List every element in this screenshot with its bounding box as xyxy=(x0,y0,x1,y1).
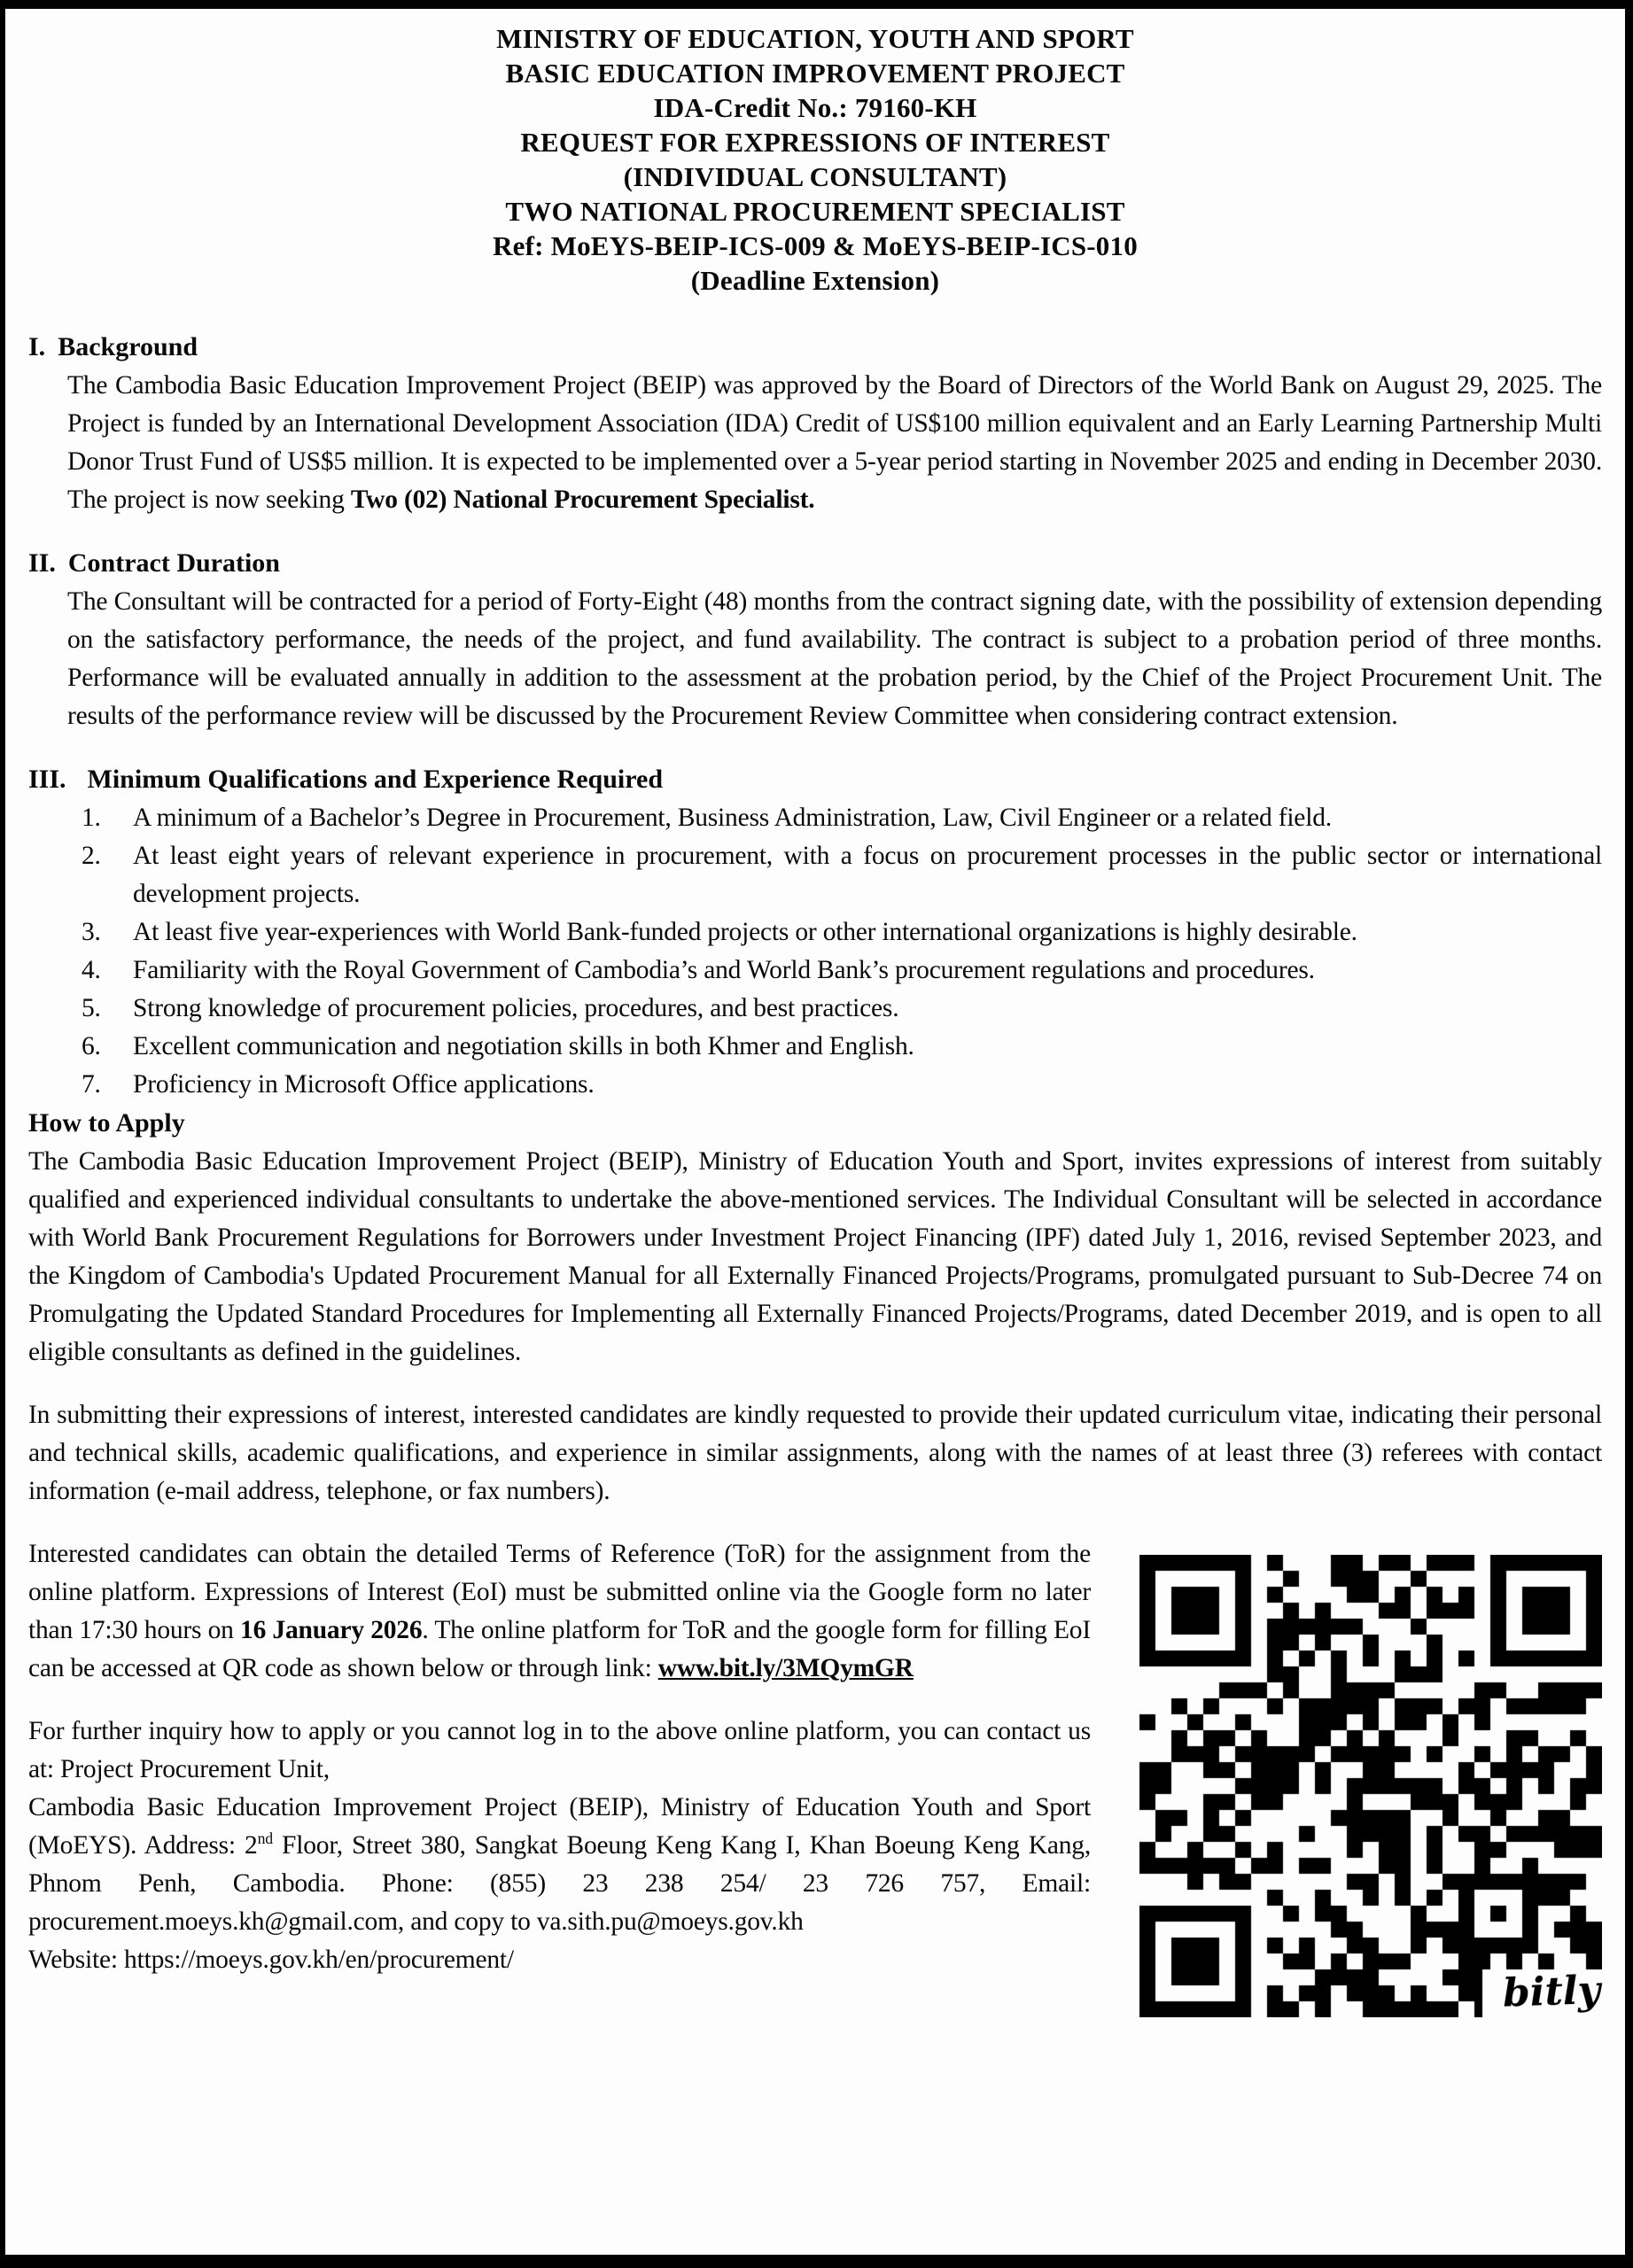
section-contract-body: The Consultant will be contracted for a period of Forty-Eight (48) months from the contract signing date, with the possibility of extension depending on the satisfactory performance, the needs of the project, and fund availability. The contract is subject to a probation period of three months. Performance will be evaluated annually in addition to the assessment at the probation period, by the Chief of the Project Procurement Unit. The results of the performance review will be discussed by the Procurement Review Committee when considering contract extension. xyxy=(67,587,1602,730)
submission-text: Interested candidates can obtain the detailed Terms of Reference (ToR) for the assignment from the online platform. Expressions of Interest (EoI) must be submitted online via the Google form no later than 17:30 hours on xyxy=(28,1540,1091,1644)
list-item-number: 3. xyxy=(82,918,101,946)
section-contract-heading xyxy=(28,544,1602,583)
contact-inquiry-line: For further inquiry how to apply or you cannot log in to the above online platform, you can contact us at: Project Procurement Unit, xyxy=(28,1717,1091,1783)
section-qualifications xyxy=(28,760,1602,1104)
header-ministry: MINISTRY OF EDUCATION, YOUTH AND SPORT xyxy=(496,23,1134,54)
qr-column xyxy=(1119,1535,1602,2017)
list-item-text: At least five year-experiences with World Bank-funded projects or other international organizations is highly desirable. xyxy=(133,918,1357,946)
spacer xyxy=(28,519,1602,544)
section-title: Minimum Qualifications and Experience Required xyxy=(87,765,663,794)
section-contract-duration xyxy=(28,544,1602,735)
section-background xyxy=(28,328,1602,519)
section-qualifications-heading xyxy=(28,760,1602,799)
contact-address-text: Cambodia Basic Education Improvement Project (BEIP), Ministry of Education Youth and Sport (MoEYS). Address: 2 xyxy=(28,1793,1091,1860)
submission-deadline: 16 January 2026 xyxy=(240,1616,423,1644)
header-project: BASIC EDUCATION IMPROVEMENT PROJECT xyxy=(505,58,1125,89)
list-item-text: Strong knowledge of procurement policies, procedures, and best practices. xyxy=(133,994,899,1022)
qr-code-canvas xyxy=(1139,1555,1602,2017)
contact-address-text: Floor, Street 380, Sangkat Boeung Keng Kang I, Khan Boeung Keng Kang, Phnom Penh, Cambodia. Phone: (855) 23 238 254/ 23 726 757, Email: procurement.moeys.kh@gmail.com, and copy to va.sith.pu@moeys.gov.kh xyxy=(28,1831,1091,1936)
submission-text: . The online platform for ToR and the google form for filling EoI can be accessed at QR code as shown below or through link: xyxy=(28,1616,1091,1682)
list-item-number: 5. xyxy=(82,994,101,1022)
list-item-number: 7. xyxy=(82,1070,101,1099)
header-deadline-extension: (Deadline Extension) xyxy=(690,265,940,296)
list-item xyxy=(82,837,1602,913)
list-item-text: A minimum of a Bachelor’s Degree in Procurement, Business Administration, Law, Civil Engineer or a related field. xyxy=(133,804,1332,832)
qr-code xyxy=(1139,1555,1602,2017)
bottom-text-column xyxy=(28,1535,1091,1979)
list-item xyxy=(82,990,1602,1028)
list-item-text: Proficiency in Microsoft Office applications. xyxy=(133,1070,595,1099)
section-number: I. xyxy=(28,332,46,361)
spacer xyxy=(28,1511,1602,1535)
ordinal-superscript: nd xyxy=(257,1829,273,1848)
header-credit-no: IDA-Credit No.: 79160-KH xyxy=(653,92,977,123)
contact-website-line: Website: https://moeys.gov.kh/en/procurement/ xyxy=(28,1946,514,1974)
submission-paragraph xyxy=(28,1535,1091,1688)
list-item xyxy=(82,1028,1602,1066)
list-item xyxy=(82,799,1602,837)
bitly-link[interactable]: www.bit.ly/3MQymGR xyxy=(657,1654,914,1682)
section-number: II. xyxy=(28,548,56,578)
bitly-logo: bitly xyxy=(1495,1971,1601,2014)
list-item xyxy=(82,951,1602,990)
spacer xyxy=(28,735,1602,760)
section-number: III. xyxy=(28,765,66,794)
section-title: Contract Duration xyxy=(67,548,280,578)
contact-address-line xyxy=(28,1789,1091,1941)
how-to-apply-paragraph-2: In submitting their expressions of interest, interested candidates are kindly requested to provide their updated curriculum vitae, indicating their personal and technical skills, academic qualifications, and experience in similar assignments, along with the names of at least three (3) referees with contact information (e-mail address, telephone, or fax numbers). xyxy=(28,1401,1602,1505)
section-background-heading xyxy=(28,328,1602,367)
spacer xyxy=(28,298,1602,328)
header-reference: Ref: MoEYS-BEIP-ICS-009 & MoEYS-BEIP-ICS-010 xyxy=(493,230,1138,261)
list-item-number: 1. xyxy=(82,804,101,832)
list-item-text: At least eight years of relevant experience in procurement, with a focus on procurement processes in the public sector or international development projects. xyxy=(133,842,1602,908)
section-title: Background xyxy=(58,332,198,361)
section-background-body xyxy=(67,367,1602,519)
bottom-columns xyxy=(28,1535,1602,2017)
background-bold-text: Two (02) National Procurement Specialist. xyxy=(350,485,815,514)
document-header xyxy=(28,21,1602,298)
list-item xyxy=(82,1066,1602,1104)
how-to-apply-heading: How to Apply xyxy=(28,1108,185,1138)
list-item-number: 6. xyxy=(82,1032,101,1060)
list-item-number: 4. xyxy=(82,956,101,984)
spacer xyxy=(28,1371,1602,1396)
qualifications-list xyxy=(82,799,1602,1104)
list-item xyxy=(82,913,1602,951)
header-request-title: REQUEST FOR EXPRESSIONS OF INTEREST xyxy=(520,127,1110,158)
list-item-text: Excellent communication and negotiation skills in both Khmer and English. xyxy=(133,1032,914,1060)
background-text: The Cambodia Basic Education Improvement Project (BEIP) was approved by the Board of Directors of the World Bank on August 29, 2025. The Project is funded by an International Development Association (IDA) Credit of US$100 million equivalent and an Early Learning Partnership Multi Donor Trust Fund of US$5 million. It is expected to be implemented over a 5-year period starting in November 2025 and ending in December 2030. The project is now seeking xyxy=(67,371,1602,514)
header-position: TWO NATIONAL PROCUREMENT SPECIALIST xyxy=(505,196,1125,227)
how-to-apply-paragraph-1: The Cambodia Basic Education Improvement Project (BEIP), Ministry of Education Youth and Sport, invites expressions of interest from suitably qualified and experienced individual consultants to undertake the above-mentioned services. The Individual Consultant will be selected in accordance with World Bank Procurement Regulations for Borrowers under Investment Project Financing (IPF) dated July 1, 2016, revised September 2023, and the Kingdom of Cambodia's Updated Procurement Manual for all Externally Financed Projects/Programs, promulgated pursuant to Sub-Decree 74 on Promulgating the Updated Standard Procedures for Implementing all Externally Financed Projects/Programs, dated December 2019, and is open to all eligible consultants as defined in the guidelines. xyxy=(28,1147,1602,1366)
header-consultant-type: (INDIVIDUAL CONSULTANT) xyxy=(623,161,1007,192)
spacer xyxy=(28,1688,1091,1713)
list-item-text: Familiarity with the Royal Government of Cambodia’s and World Bank’s procurement regulations and procedures. xyxy=(133,956,1315,984)
list-item-number: 2. xyxy=(82,842,101,870)
